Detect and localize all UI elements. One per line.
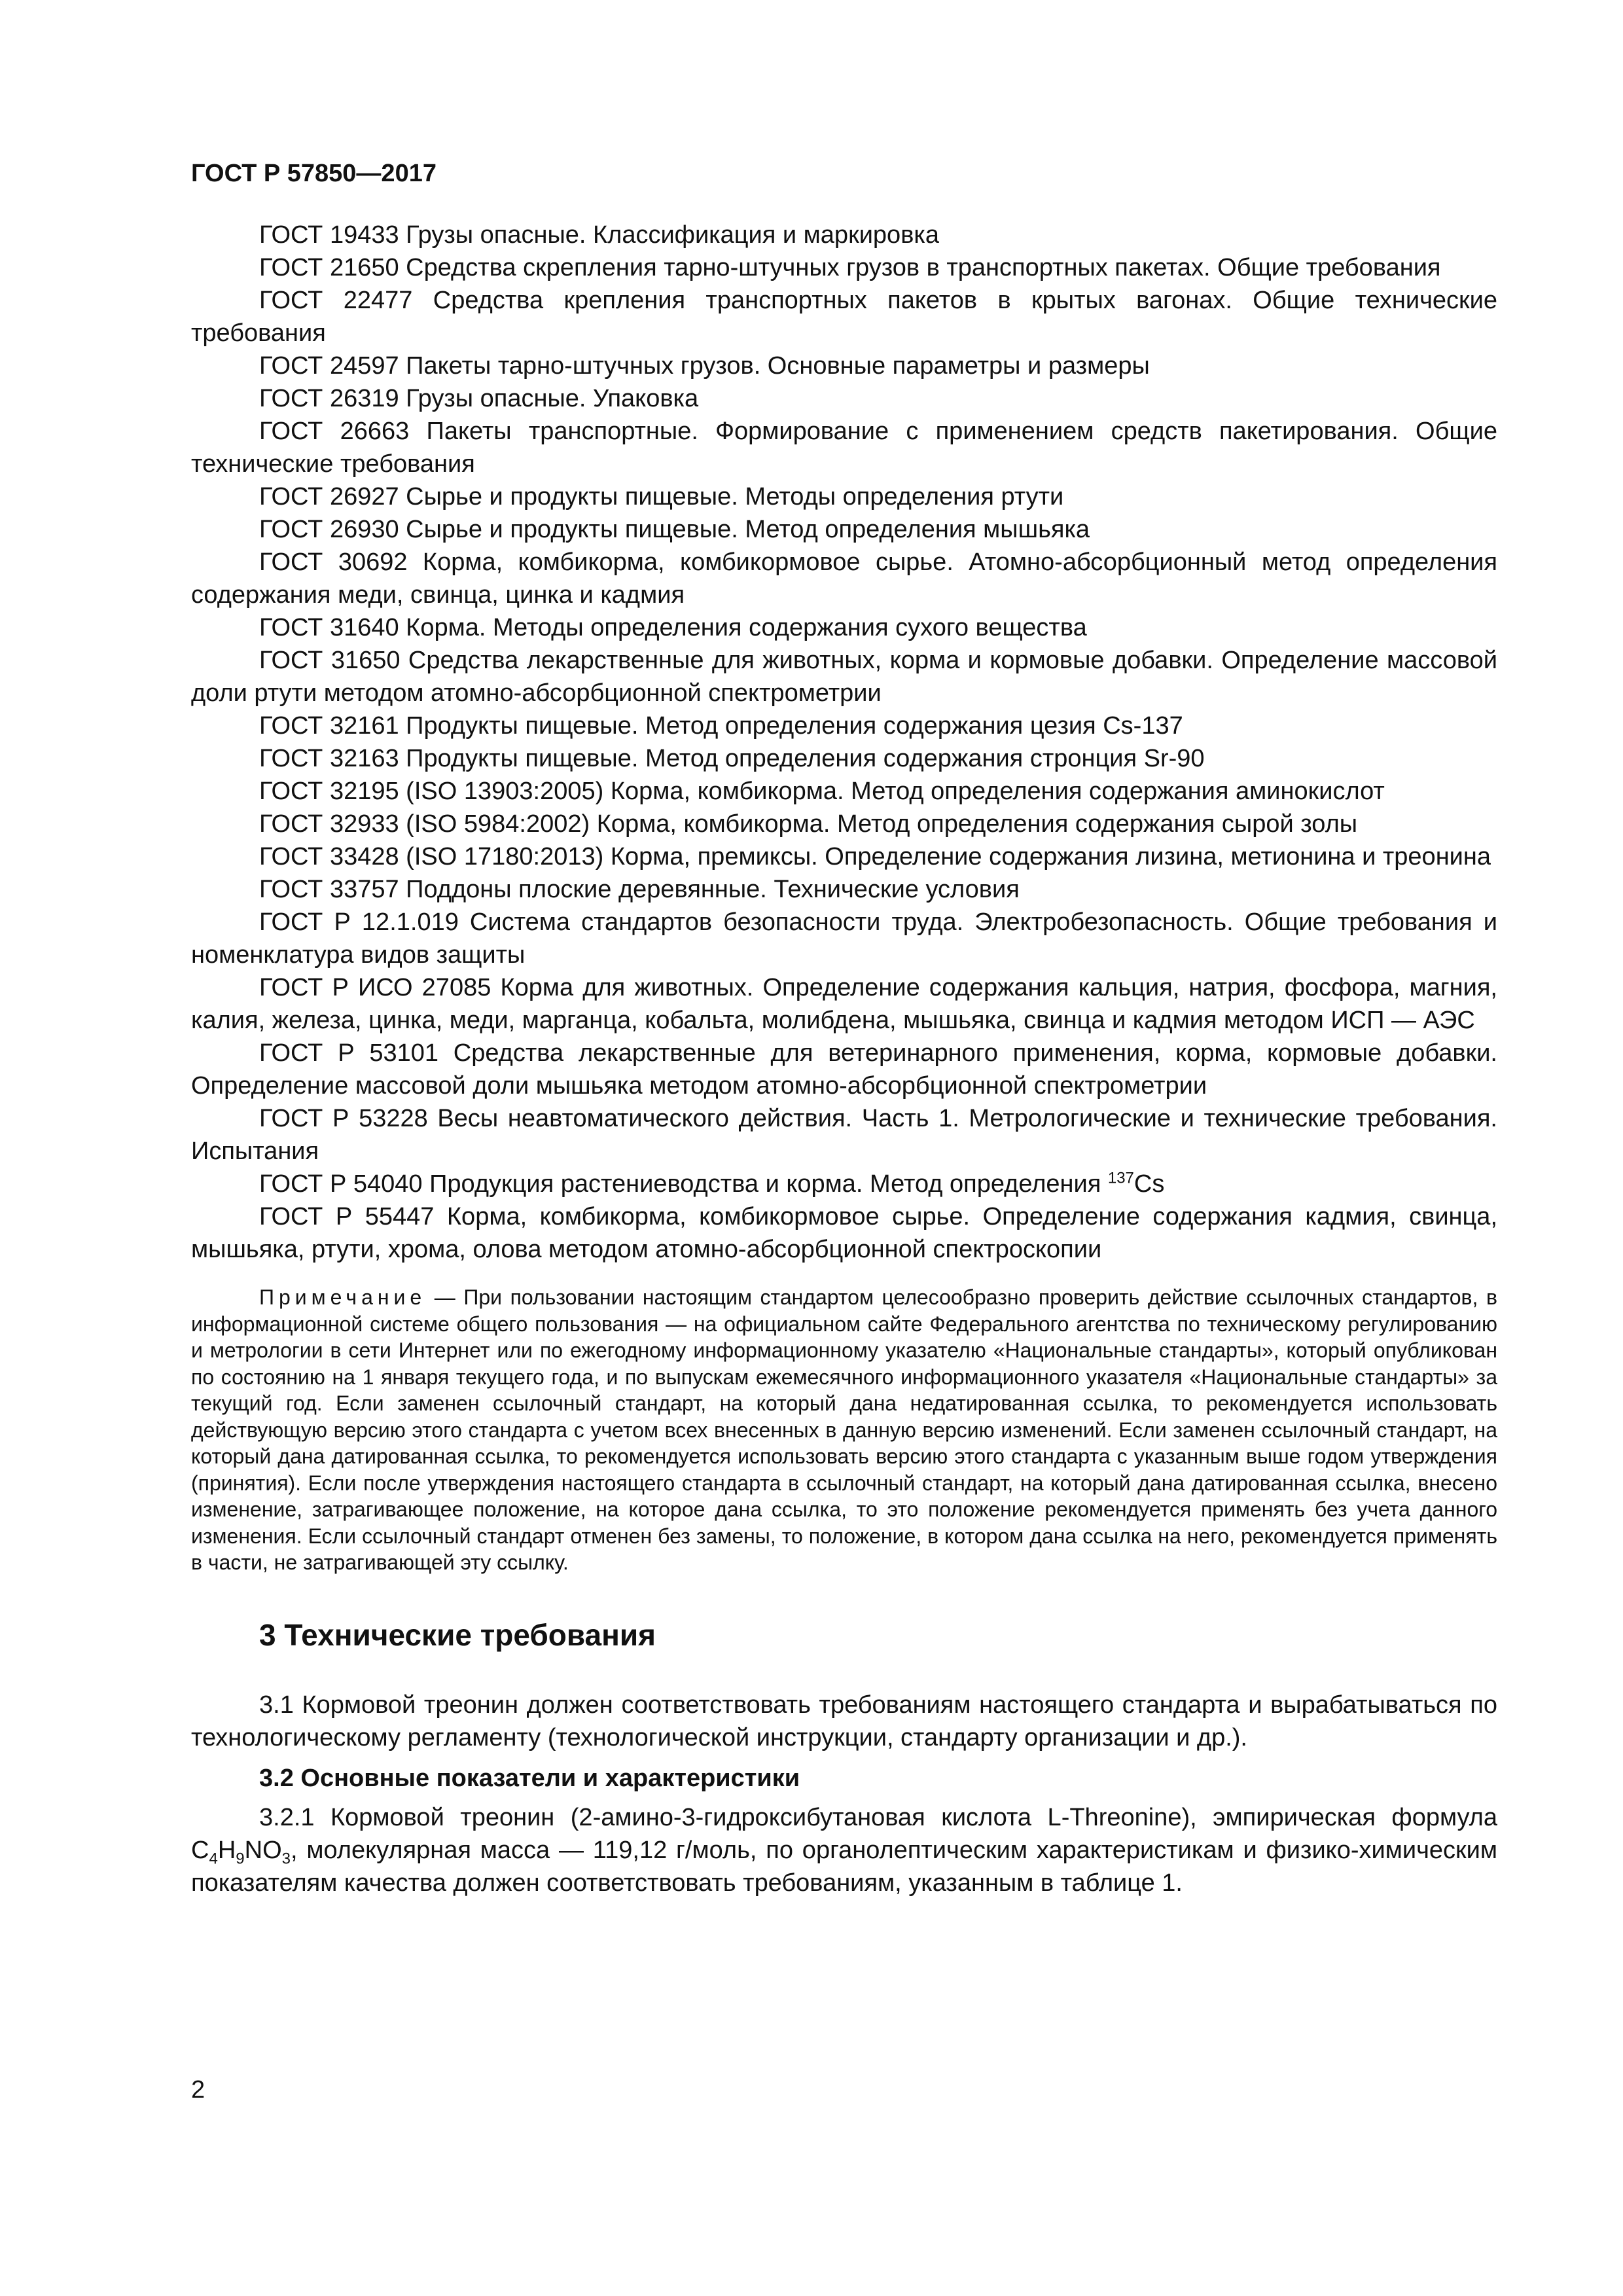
normative-references [191, 219, 1497, 1266]
reference-54040-isotope: 137 [1107, 1169, 1134, 1187]
reference-item: ГОСТ Р ИСО 27085 Корма для животных. Определение содержания кальция, натрия, фосфора, магния, калия, железа, цинка, меди, марганца, кобальта, молибдена, мышьяка, свинца и кадмия методом ИСП — АЭС [191, 974, 1497, 1034]
formula-h-count: 9 [236, 1850, 245, 1868]
reference-item: ГОСТ 21650 Средства скрепления тарно-штучных грузов в транспортных пакетах. Общие требования [259, 254, 1441, 281]
paragraph-3-2-1 [191, 1801, 1497, 1899]
document-page [191, 157, 1497, 1899]
formula-no: NO [244, 1836, 282, 1864]
formula-h: H [217, 1836, 236, 1864]
reference-item: ГОСТ Р 53228 Весы неавтоматического действия. Часть 1. Метрологические и технические требования. Испытания [191, 1105, 1497, 1165]
reference-54040-element: Cs [1133, 1170, 1165, 1198]
section-3-title: 3 Технические требования [259, 1617, 656, 1652]
reference-item: ГОСТ 32933 (ISO 5984:2002) Корма, комбикорма. Метод определения содержания сырой золы [259, 810, 1358, 838]
reference-item: ГОСТ 31650 Средства лекарственные для животных, корма и кормовые добавки. Определение массовой доли ртути методом атомно-абсорбционной спектрометрии [191, 647, 1497, 707]
reference-item: ГОСТ 26663 Пакеты транспортные. Формирование с применением средств пакетирования. Общие технические требования [191, 418, 1497, 478]
note-text: — При пользовании настоящим стандартом целесообразно проверить действие ссылочных стандартов, в информационной системе общего пользования — на официальном сайте Федерального агентства по техническому регулированию и метрологии в сети Интернет или по ежегодному информационному указателю «Национальные стандарты», который опубликован по состоянию на 1 января текущего года, и по выпускам ежемесячного информационного указателя «Национальные стандарты» за текущий год. Если заменен ссылочный стандарт, на который дана недатированная ссылка, то рекомендуется использовать действующую версию этого стандарта с учетом всех внесенных в данную версию изменений. Если заменен ссылочный стандарт, на который дана датированная ссылка, то рекомендуется использовать версию этого стандарта с указанным выше годом утверждения (принятия). Если после утверждения настоящего стандарта в ссылочный стандарт, на который дана датированная ссылка, внесено изменение, затрагивающее положение, на которое дана ссылка, то это положение рекомендуется применять без учета данного изменения. Если ссылочный стандарт отменен без замены, то положение, в котором дана ссылка на него, рекомендуется применять в части, не затрагивающей эту ссылку. [191, 1285, 1497, 1574]
reference-item: ГОСТ 33428 (ISO 17180:2013) Корма, премиксы. Определение содержания лизина, метионина и треонина [259, 843, 1491, 870]
page-number: 2 [191, 2076, 205, 2104]
paragraph-3-2-1-end: , молекулярная масса — 119,12 г/моль, по органолептическим характеристикам и физико-химическим показателям качества должен соответствовать требованиям, указанным в таблице 1. [191, 1836, 1497, 1897]
reference-item: ГОСТ Р 12.1.019 Система стандартов безопасности труда. Электробезопасность. Общие требования и номенклатура видов защиты [191, 908, 1497, 969]
reference-54040-text: ГОСТ Р 54040 Продукция растениеводства и корма. Метод определения [259, 1170, 1108, 1198]
reference-item: ГОСТ 26319 Грузы опасные. Упаковка [259, 385, 699, 412]
reference-item: ГОСТ 24597 Пакеты тарно-штучных грузов. Основные параметры и размеры [259, 352, 1150, 380]
reference-item: ГОСТ 30692 Корма, комбикорма, комбикормовое сырье. Атомно-абсорбционный метод определения содержания меди, свинца, цинка и кадмия [191, 548, 1497, 609]
reference-item: ГОСТ 22477 Средства крепления транспортных пакетов в крытых вагонах. Общие технические требования [191, 287, 1497, 347]
note-label: Примечание [259, 1285, 427, 1309]
reference-item: ГОСТ 26927 Сырье и продукты пищевые. Методы определения ртути [259, 483, 1064, 511]
reference-item: ГОСТ Р 53101 Средства лекарственные для ветеринарного применения, корма, кормовые добавки. Определение массовой доли мышьяка методом атомно-абсорбционной спектрометрии [191, 1039, 1497, 1100]
reference-item: ГОСТ 32163 Продукты пищевые. Метод определения содержания стронция Sr-90 [259, 745, 1205, 772]
reference-item: ГОСТ 33757 Поддоны плоские деревянные. Технические условия [259, 876, 1020, 903]
document-header: ГОСТ Р 57850—2017 [191, 160, 437, 187]
reference-item-54040 [191, 1168, 1497, 1200]
reference-item: ГОСТ 32161 Продукты пищевые. Метод определения содержания цезия Cs-137 [259, 712, 1183, 740]
note-paragraph [191, 1284, 1497, 1576]
reference-item: ГОСТ 31640 Корма. Методы определения содержания сухого вещества [259, 614, 1087, 641]
reference-item: ГОСТ 26930 Сырье и продукты пищевые. Метод определения мышьяка [259, 516, 1090, 543]
reference-item: ГОСТ 19433 Грузы опасные. Классификация и маркировка [259, 221, 939, 249]
reference-item: ГОСТ Р 55447 Корма, комбикорма, комбикормовое сырье. Определение содержания кадмия, свинца, мышьяка, ртути, хрома, олова методом атомно-абсорбционной спектроскопии [191, 1203, 1497, 1263]
paragraph-3-1: 3.1 Кормовой треонин должен соответствовать требованиям настоящего стандарта и вырабатываться по технологическому регламенту (технологической инструкции, стандарту организации и др.). [191, 1691, 1497, 1751]
formula-c-count: 4 [209, 1850, 218, 1868]
reference-item: ГОСТ 32195 (ISO 13903:2005) Корма, комбикорма. Метод определения содержания аминокислот [259, 778, 1385, 805]
paragraph-3-2-1-start: 3.2.1 Кормовой треонин (2-амино-3-гидроксибутановая кислота L-Threonine), эмпирическая формула С [191, 1803, 1497, 1864]
subsection-3-2-title: 3.2 Основные показатели и характеристики [259, 1764, 800, 1792]
formula-o-count: 3 [281, 1850, 291, 1868]
